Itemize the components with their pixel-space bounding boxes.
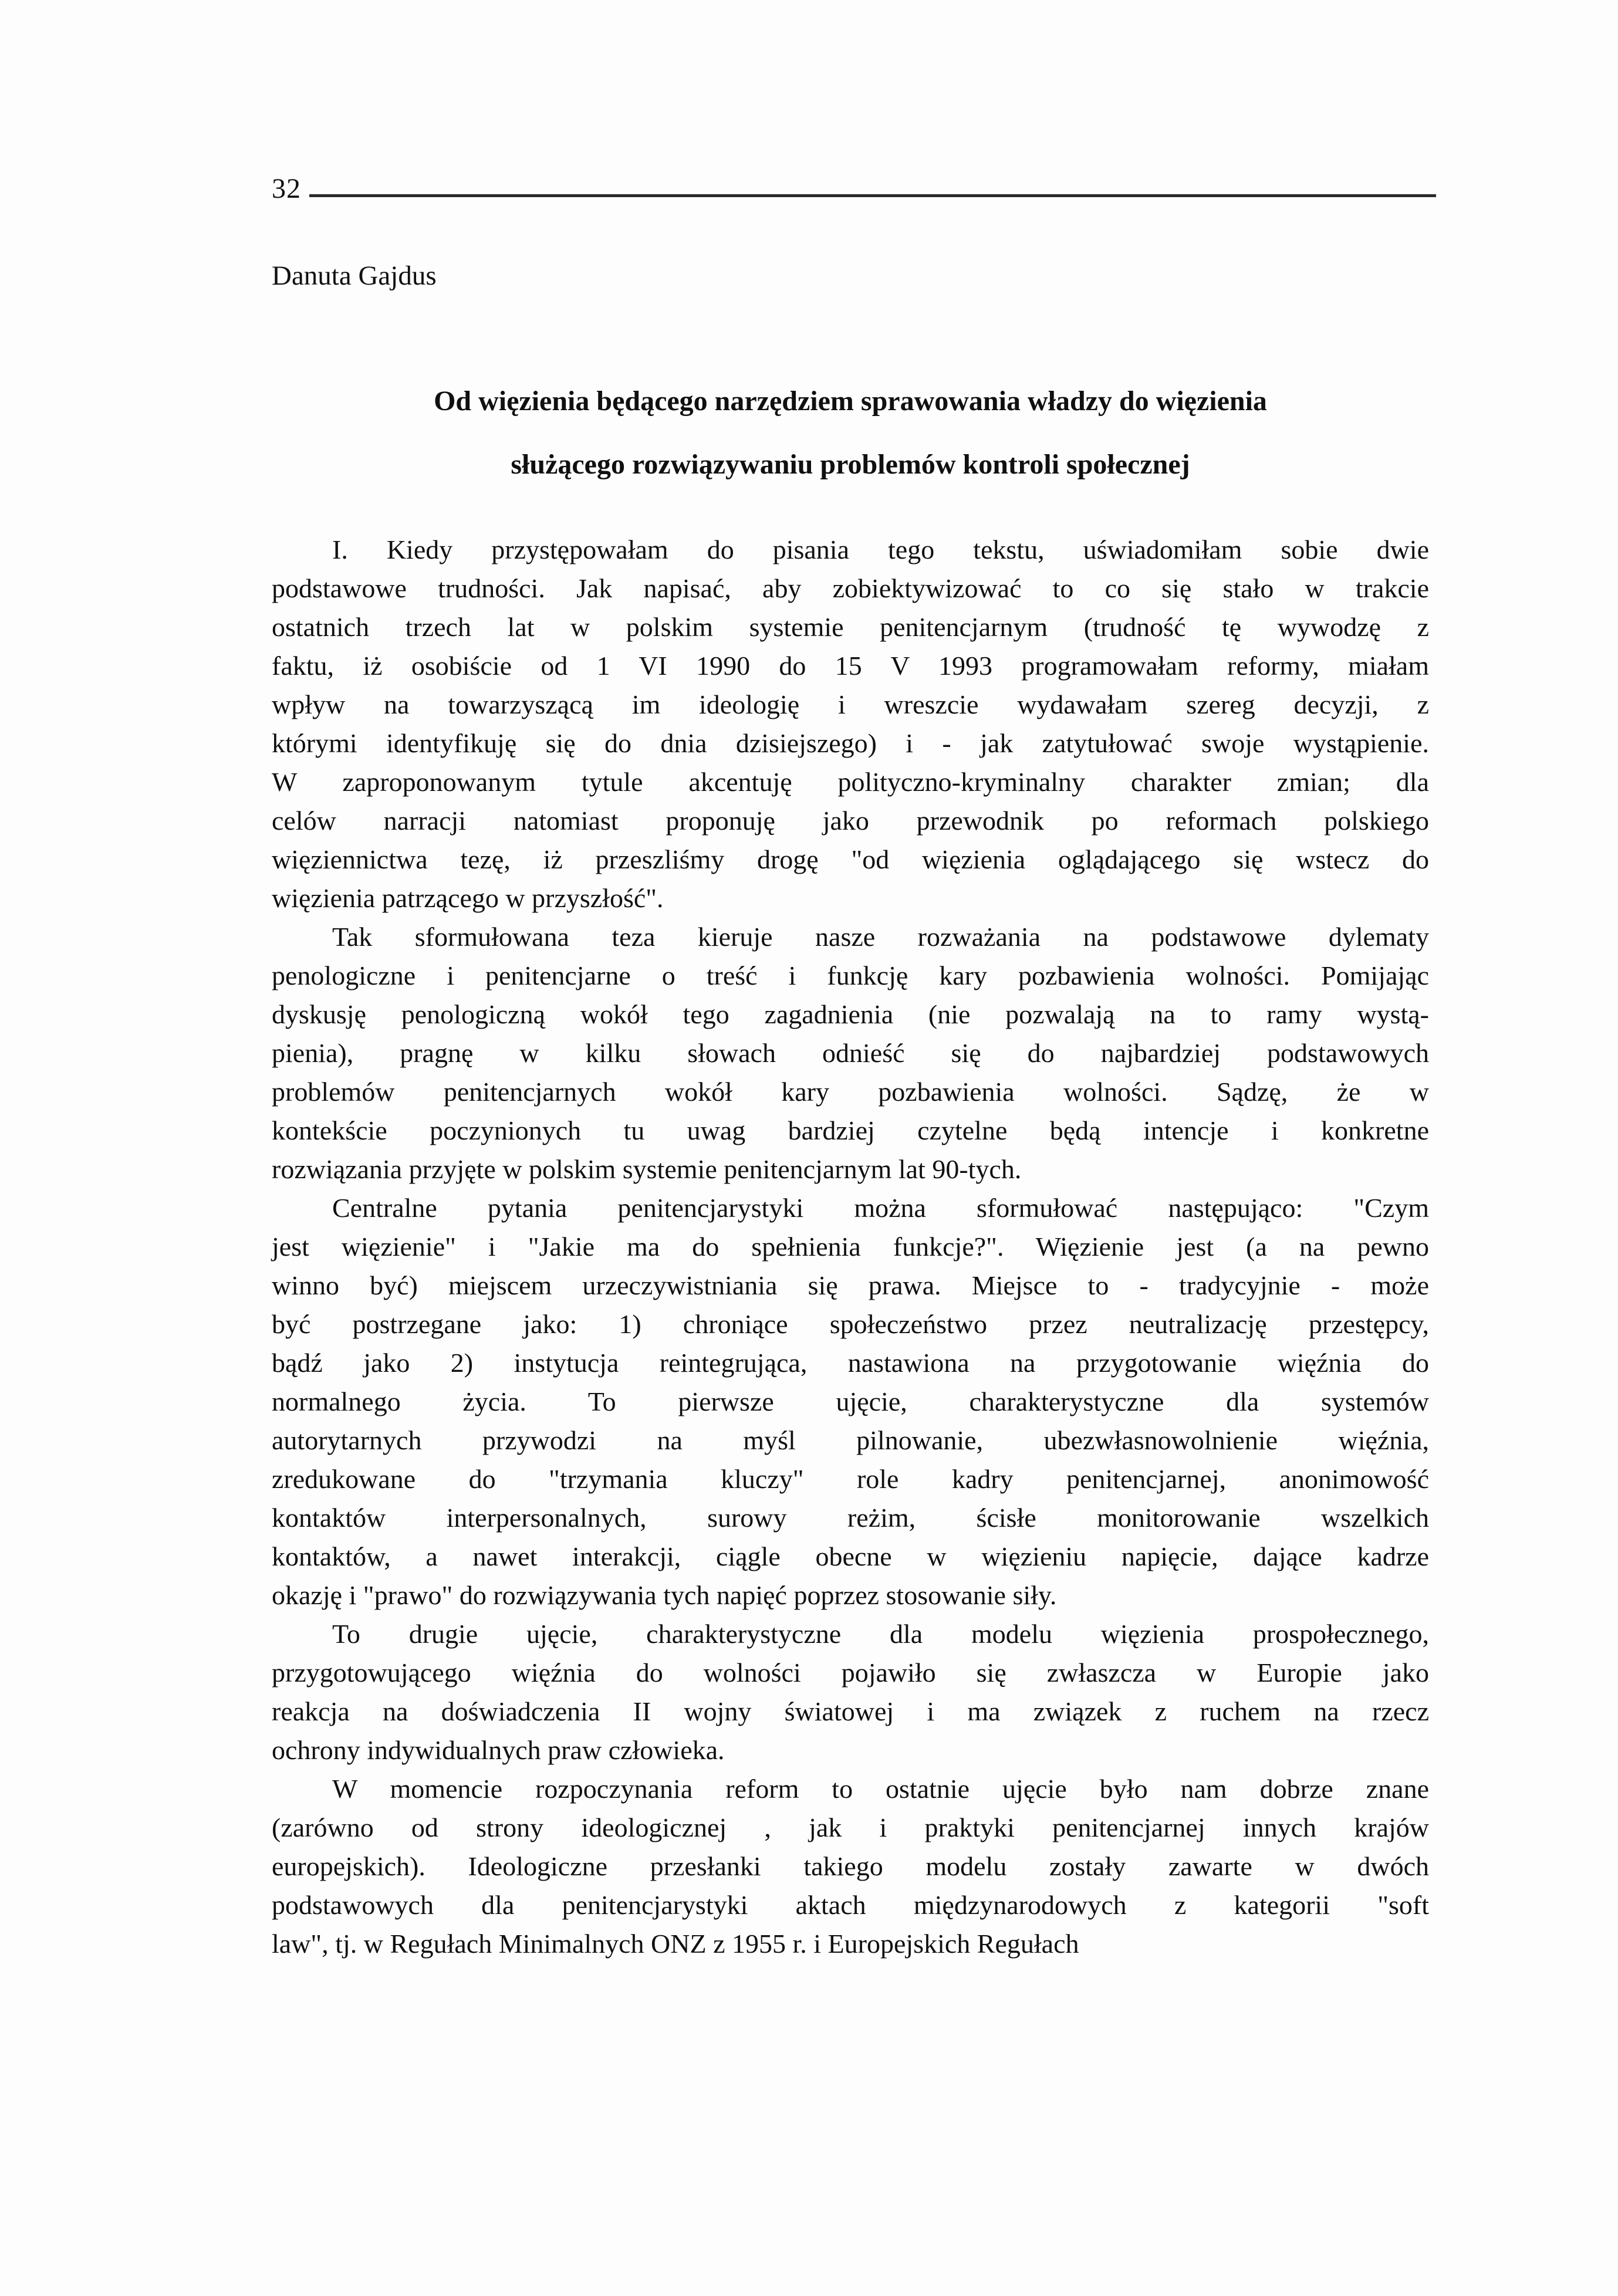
body-line: Tak sformułowana teza kieruje nasze rozważania na podstawowe dylematy <box>332 922 1429 952</box>
body-line: kontaktów, a nawet interakcji, ciągle obecne w więzieniu napięcie, dające kadrze <box>272 1541 1429 1571</box>
body-line: wpływ na towarzyszącą im ideologię i wreszcie wydawałam szereg decyzji, z <box>272 689 1429 719</box>
body-line: problemów penitencjarnych wokół kary pozbawienia wolności. Sądzę, że w <box>272 1077 1429 1107</box>
body-line: dyskusję penologiczną wokół tego zagadnienia (nie pozwalają na to ramy wystą- <box>272 999 1429 1029</box>
page-header <box>272 0 1429 205</box>
body-line: Centralne pytania penitencjarystyki można sformułować następująco: "Czym <box>332 1193 1429 1223</box>
author-name: Danuta Gajdus <box>272 261 437 291</box>
body-line: law", tj. w Regułach Minimalnych ONZ z 1955 r. i Europejskich Regułach <box>272 1929 1079 1959</box>
body-line: kontekście poczynionych tu uwag bardziej czytelne będą intencje i konkretne <box>272 1115 1429 1145</box>
body-line: zredukowane do "trzymania kluczy" role kadry penitencjarnej, anonimowość <box>272 1464 1429 1494</box>
body-line: podstawowe trudności. Jak napisać, aby zobiektywizować to co się stało w trakcie <box>272 573 1429 603</box>
article-title <box>272 370 1429 496</box>
body-line: jest więzienie" i "Jakie ma do spełnienia funkcje?". Więzienie jest (a na pewno <box>272 1232 1429 1262</box>
body-line: autorytarnych przywodzi na myśl pilnowanie, ubezwłasnowolnienie więźnia, <box>272 1425 1429 1455</box>
body-line: którymi identyfikuję się do dnia dzisiejszego) i - jak zatytułować swoje wystąpienie. <box>272 728 1429 758</box>
body-line: ostatnich trzech lat w polskim systemie penitencjarnym (trudność tę wywodzę z <box>272 612 1429 642</box>
body-line: ochrony indywidualnych praw człowieka. <box>272 1735 725 1765</box>
body-line: normalnego życia. To pierwsze ujęcie, charakterystyczne dla systemów <box>272 1387 1429 1416</box>
body-line: podstawowych dla penitencjarystyki aktach międzynarodowych z kategorii "soft <box>272 1890 1429 1920</box>
body-line: więzienia patrzącego w przyszłość". <box>272 883 664 913</box>
page-number: 32 <box>272 173 301 204</box>
body-line: przygotowującego więźnia do wolności pojawiło się zwłaszcza w Europie jako <box>272 1658 1429 1688</box>
body-line: W momencie rozpoczynania reform to ostatnie ujęcie było nam dobrze znane <box>332 1774 1429 1804</box>
body-line: winno być) miejscem urzeczywistniania się prawa. Miejsce to - tradycyjnie - może <box>272 1270 1429 1300</box>
body-line: być postrzegane jako: 1) chroniące społeczeństwo przez neutralizację przestępcy, <box>272 1309 1429 1339</box>
body-line: rozwiązania przyjęte w polskim systemie penitencjarnym lat 90-tych. <box>272 1154 1022 1184</box>
body-line: penologiczne i penitencjarne o treść i funkcję kary pozbawienia wolności. Pomijając <box>272 961 1429 990</box>
body-line: pienia), pragnę w kilku słowach odnieść się do najbardziej podstawowych <box>272 1038 1429 1068</box>
article-title-line-2: służącego rozwiązywaniu problemów kontroli społecznej <box>511 449 1190 480</box>
body-line: kontaktów interpersonalnych, surowy reżim, ścisłe monitorowanie wszelkich <box>272 1503 1429 1533</box>
article-title-line-1: Od więzienia będącego narzędziem sprawowania władzy do więzienia <box>434 386 1267 417</box>
body-line: europejskich). Ideologiczne przesłanki takiego modelu zostały zawarte w dwóch <box>272 1851 1429 1881</box>
body-line: okazję i "prawo" do rozwiązywania tych napięć poprzez stosowanie siły. <box>272 1580 1057 1610</box>
body-text <box>272 530 1429 1963</box>
body-line: reakcja na doświadczenia II wojny światowej i ma związek z ruchem na rzecz <box>272 1696 1429 1726</box>
body-line: celów narracji natomiast proponuję jako przewodnik po reformach polskiego <box>272 806 1429 836</box>
body-line: (zarówno od strony ideologicznej , jak i praktyki penitencjarnej innych krajów <box>272 1813 1429 1842</box>
body-line: więziennictwa tezę, iż przeszliśmy drogę "od więzienia oglądającego się wstecz do <box>272 844 1429 874</box>
header-rule <box>309 194 1436 197</box>
body-line: bądź jako 2) instytucja reintegrująca, nastawiona na przygotowanie więźnia do <box>272 1348 1429 1378</box>
body-line: To drugie ujęcie, charakterystyczne dla modelu więzienia prospołecznego, <box>332 1619 1429 1649</box>
body-line: W zaproponowanym tytule akcentuję polityczno-kryminalny charakter zmian; dla <box>272 767 1429 797</box>
body-line: I. Kiedy przystępowałam do pisania tego tekstu, uświadomiłam sobie dwie <box>332 535 1429 564</box>
body-line: faktu, iż osobiście od 1 VI 1990 do 15 V 1993 programowałam reformy, miałam <box>272 651 1429 681</box>
